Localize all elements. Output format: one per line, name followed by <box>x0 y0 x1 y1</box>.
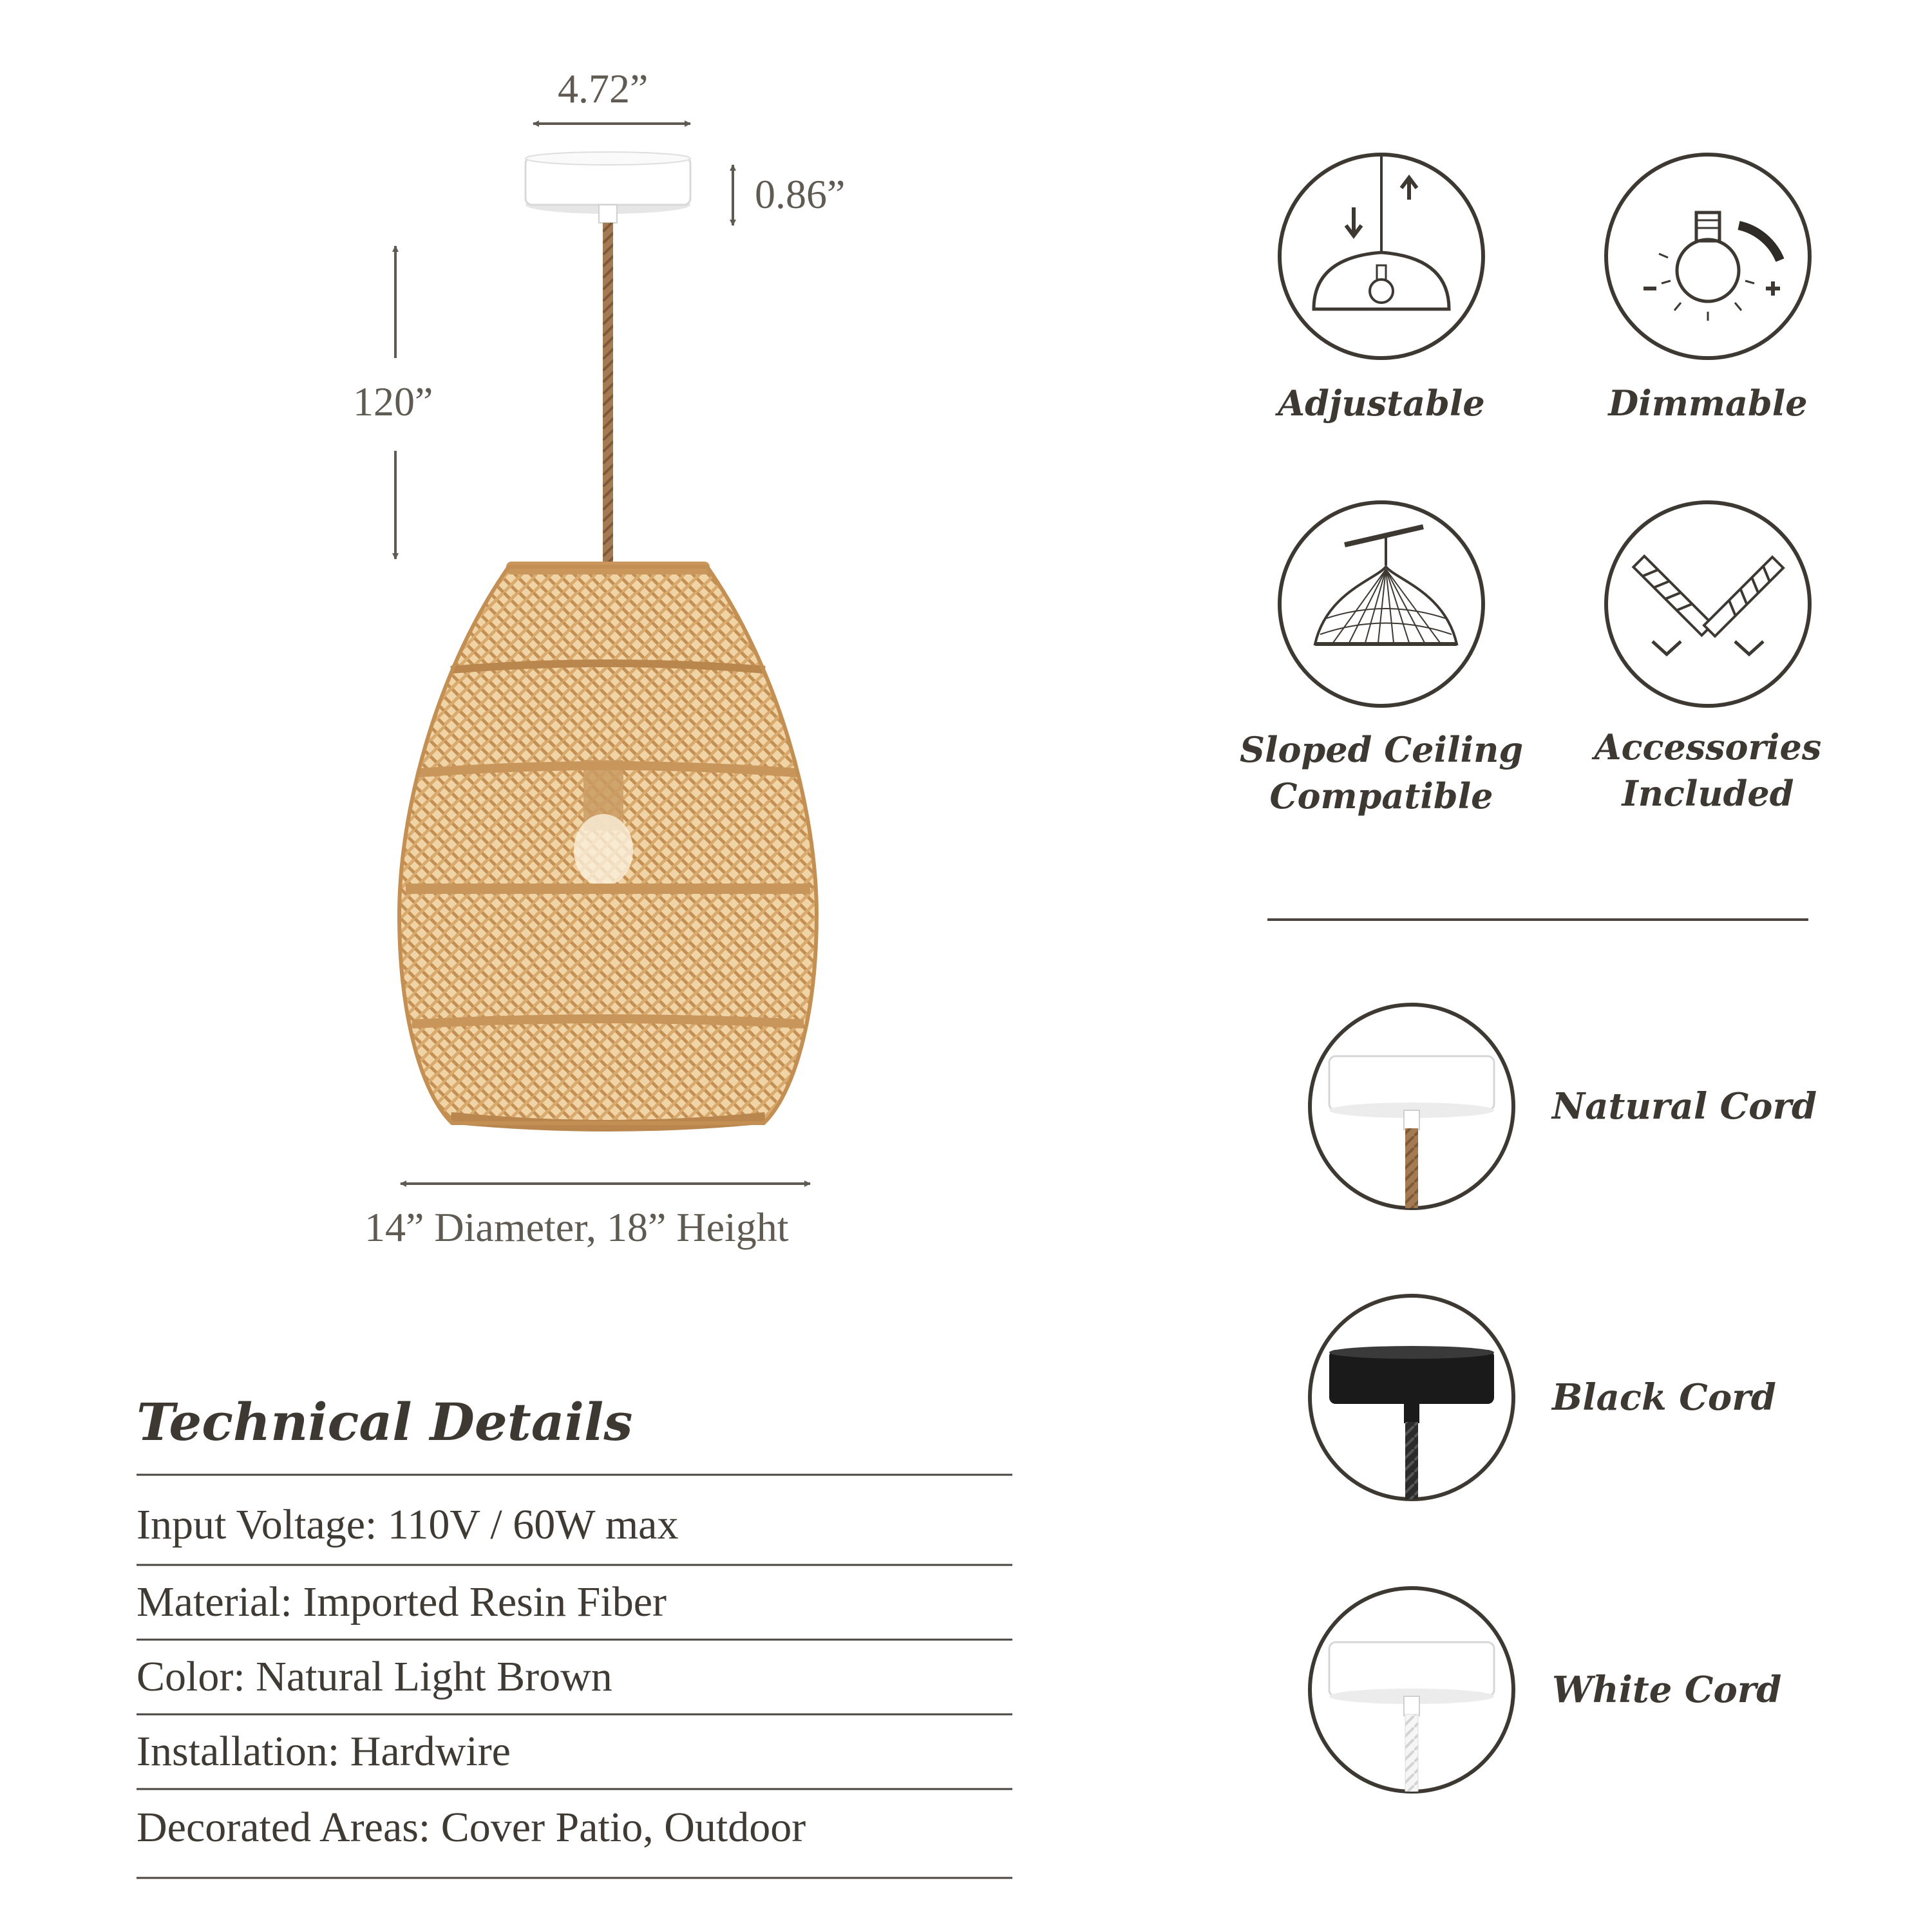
canopy <box>526 152 690 223</box>
feature-icons <box>1280 155 1810 706</box>
feature-label-line: Accessories <box>1594 726 1822 768</box>
feature-label-line: Sloped Ceiling <box>1240 729 1524 770</box>
feature-label-accessories <box>1566 724 1850 817</box>
spec-row-installation: Installation: Hardwire <box>137 1728 511 1775</box>
sloped-ceiling-icon <box>1280 502 1483 706</box>
feature-label-line: Dimmable <box>1608 383 1808 424</box>
cord-swatch-black <box>1310 1296 1513 1512</box>
natural-cord <box>603 223 613 564</box>
cord-swatch-white <box>1310 1588 1513 1804</box>
cord-option-natural-label: Natural Cord <box>1552 1085 1817 1128</box>
cord-swatch-natural <box>1310 1005 1513 1218</box>
canopy-width-label: 4.72” <box>558 66 649 111</box>
spec-row-decorated-areas: Decorated Areas: Cover Patio, Outdoor <box>137 1804 806 1851</box>
feature-label-line: Compatible <box>1269 775 1493 817</box>
spec-row-material: Material: Imported Resin Fiber <box>137 1578 667 1625</box>
pendant-illustration <box>399 152 817 1126</box>
cord-length-label: 120” <box>353 379 433 424</box>
adjustable-height-icon <box>1280 155 1483 358</box>
feature-label-line: Adjustable <box>1278 383 1485 424</box>
feature-label-sloped-ceiling <box>1240 726 1523 819</box>
spec-row-color: Color: Natural Light Brown <box>137 1653 612 1700</box>
feature-label-adjustable <box>1253 380 1510 426</box>
dimmable-bulb-icon <box>1606 155 1810 358</box>
spec-row-input-voltage: Input Voltage: 110V / 60W max <box>137 1501 679 1548</box>
technical-details-title: Technical Details <box>137 1392 633 1452</box>
feature-label-dimmable <box>1579 380 1837 426</box>
cord-option-white-label: White Cord <box>1552 1669 1782 1711</box>
shade-size-label: 14” Diameter, 18” Height <box>365 1204 789 1250</box>
rattan-shade <box>399 562 817 1126</box>
accessories-icon <box>1606 502 1810 706</box>
cord-option-black-label: Black Cord <box>1552 1376 1776 1419</box>
feature-label-line: Included <box>1622 773 1794 814</box>
canopy-height-label: 0.86” <box>755 171 846 217</box>
